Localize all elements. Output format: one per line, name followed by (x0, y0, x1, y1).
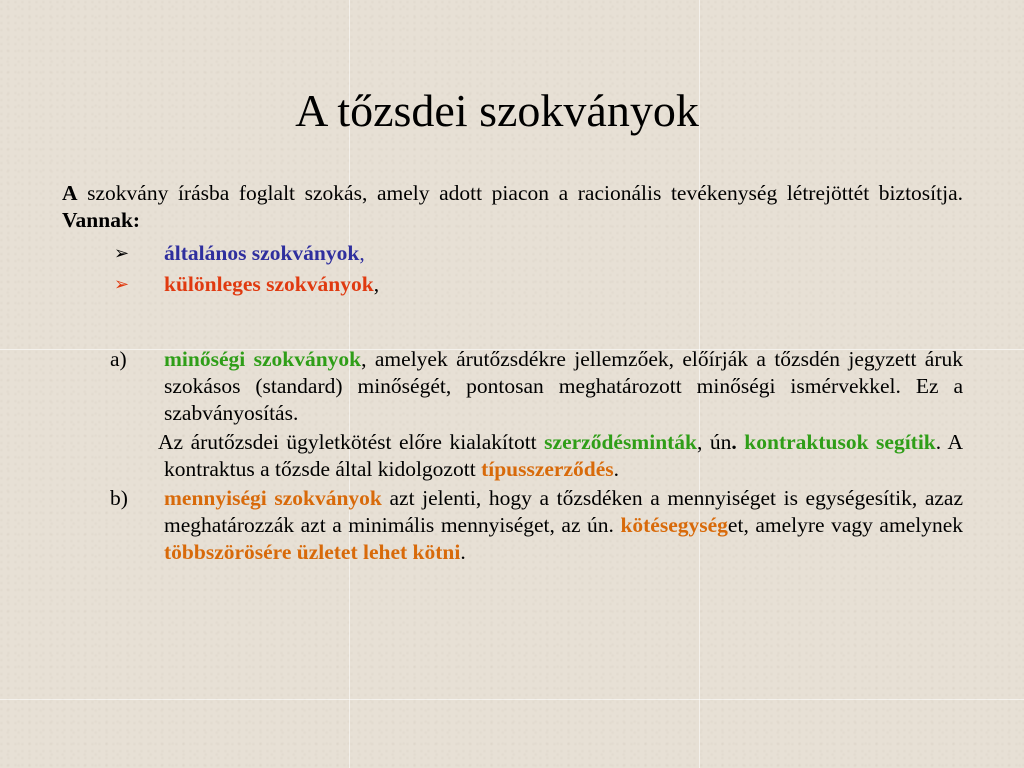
paragraph-text: . (460, 540, 466, 564)
paragraph-marker: a) (110, 347, 127, 371)
term-contract-templates: szerződésminták (544, 430, 698, 454)
slide-body (62, 180, 963, 566)
intro-paragraph (62, 180, 963, 234)
bullet-suffix: , (373, 272, 380, 296)
paragraph-b (62, 485, 963, 566)
paragraph-marker: b) (110, 486, 128, 510)
bullet-label: különleges szokványok (164, 272, 374, 296)
intro-tail: Vannak: (62, 208, 141, 232)
paragraph-text: et, amelyre vagy amelynek (727, 513, 964, 537)
term-type-contract: típusszerződés (481, 457, 614, 481)
bullet-label: általános szokványok (164, 241, 360, 265)
paragraph-text: . (613, 457, 620, 481)
paragraph-text: azt jelenti, hogy a tőzsdéken a mennyiséget is egységesítik, azaz meghatározzák azt a minimális mennyiséget, az ún. (164, 486, 963, 537)
paragraph-text: . A kontraktus a tőzsde által kidolgozott (164, 430, 963, 481)
term-trading-unit: kötésegység (620, 513, 728, 537)
slide-title: A tőzsdei szokványok (295, 84, 699, 136)
paragraph-contracts (62, 429, 963, 483)
term-quality-standards: minőségi szokványok (164, 347, 362, 371)
term-contracts: kontraktusok segítik (744, 430, 936, 454)
bullet-suffix: , (359, 241, 365, 265)
arrow-bullet-icon: ➢ (114, 243, 130, 263)
bullet-item (62, 238, 963, 269)
bullet-item (62, 269, 963, 300)
intro-lead: A (62, 181, 78, 205)
term-multiple-trades: többszörösére üzletet lehet kötni (164, 540, 461, 564)
term-quantity-standards: mennyiségi szokványok (164, 486, 382, 510)
paragraph-a (62, 346, 963, 427)
arrow-bullet-icon: ➢ (114, 274, 130, 294)
paragraph-text: . (731, 430, 737, 454)
bullet-list (62, 238, 963, 300)
paragraph-text: Az árutőzsdei ügyletkötést előre kialakított (158, 430, 545, 454)
intro-text: szokvány írásba foglalt szokás, amely adott piacon a racionális tevékenység létrejöttét biztosítja. (77, 181, 963, 205)
paragraph-text: , amelyek árutőzsdékre jellemzőek, előírják a tőzsdén jegyzett áruk szokásos (standard) minőségét, pontosan meghatározott minőségi ismérvekkel. Ez a szabványosítás. (164, 347, 963, 425)
grid-line (0, 699, 1024, 700)
paragraph-text: , ún (697, 430, 732, 454)
